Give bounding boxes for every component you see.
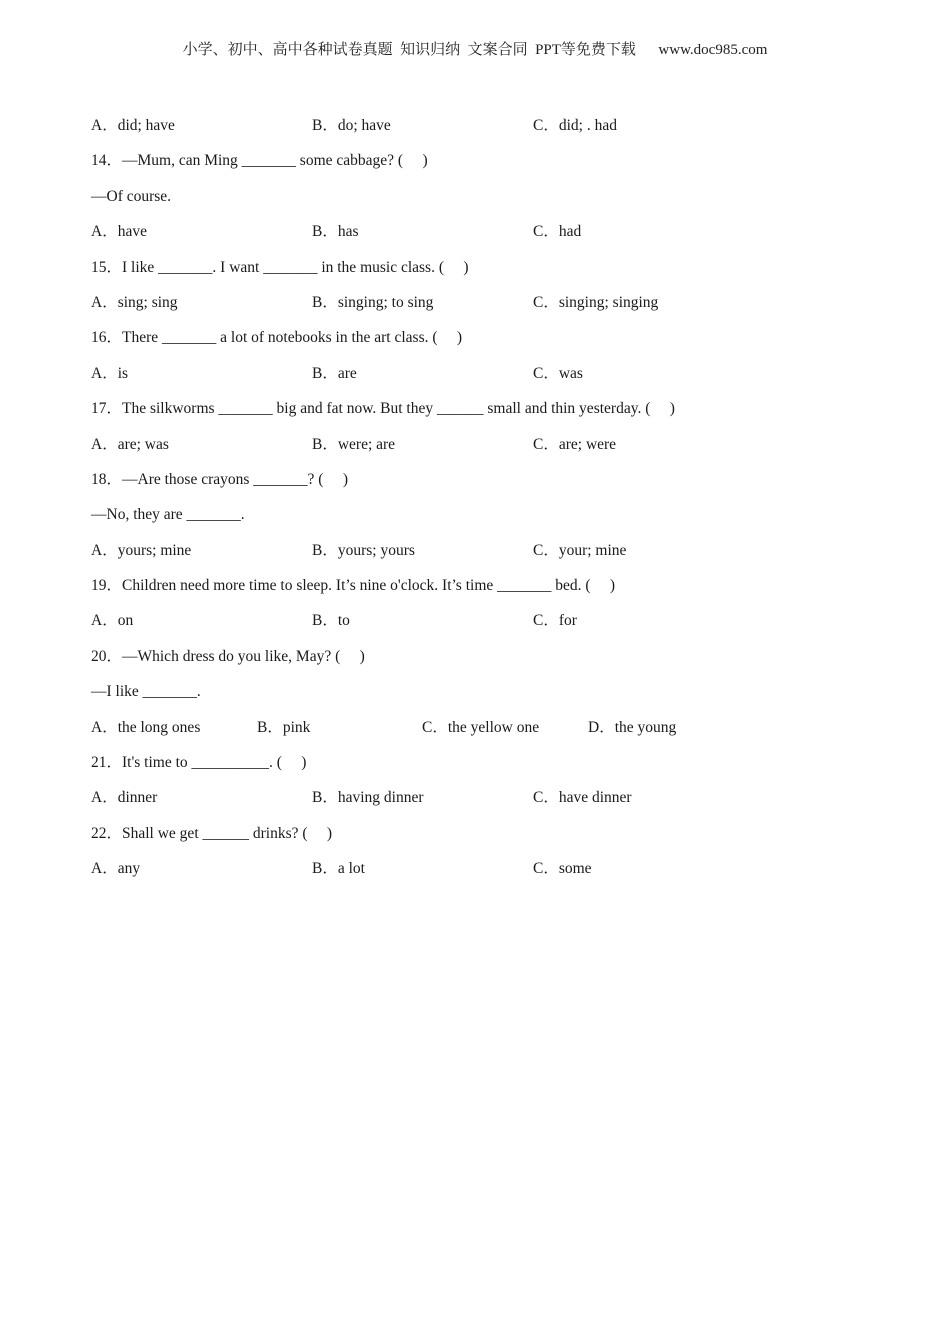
- answer-option-b: B．were; are: [312, 435, 396, 453]
- answer-option-c: C．had: [533, 223, 582, 241]
- question-text: —No, they are _______.: [91, 506, 245, 524]
- answer-option-c: C．some: [533, 860, 592, 878]
- answer-options: [91, 427, 871, 462]
- question-text: 19．Children need more time to sleep. It’s nine o'clock. It’s time _______ bed. ( ): [91, 577, 616, 595]
- answer-option-b: B．has: [312, 223, 359, 241]
- answer-options: [91, 108, 871, 143]
- answer-option-a: A．are; was: [91, 435, 169, 453]
- answer-option-b: B．to: [312, 612, 350, 630]
- question-text: 22．Shall we get ______ drinks? ( ): [91, 824, 333, 842]
- question-text: —Of course.: [91, 187, 172, 205]
- answer-option-b: B．singing; to sing: [312, 293, 434, 311]
- answer-option-a: A．did; have: [91, 117, 175, 134]
- answer-options: [91, 214, 871, 249]
- answer-option-b: B．a lot: [312, 860, 365, 878]
- question-text: 17．The silkworms _______ big and fat now. But they ______ small and thin yesterday. ( ): [91, 400, 675, 418]
- question-text: 15．I like _______. I want _______ in the music class. ( ): [91, 258, 469, 276]
- answer-option-b: B．pink: [257, 718, 311, 736]
- answer-option-b: B．yours; yours: [312, 541, 415, 559]
- answer-option-c: C．for: [533, 612, 577, 630]
- answer-option-a: A．have: [91, 223, 147, 241]
- answer-options: [91, 533, 871, 568]
- answer-option-d: D．the young: [588, 718, 677, 736]
- question-text: 21．It's time to __________. ( ): [91, 754, 307, 772]
- question-text: 18．—Are those crayons _______? ( ): [91, 470, 348, 488]
- answer-option-c: C．are; were: [533, 435, 617, 453]
- answer-options: [91, 285, 871, 320]
- answer-option-c: C．the yellow one: [422, 718, 540, 736]
- page-header: 小学、初中、高中各种试卷真题 知识归纳 文案合同 PPT等免费下载 www.doc985.com: [182, 42, 768, 58]
- answer-option-c: C．singing; singing: [533, 293, 659, 311]
- answer-option-a: A．is: [91, 364, 129, 382]
- answer-option-c: C．have dinner: [533, 789, 632, 807]
- answer-option-a: A．the long ones: [91, 718, 201, 736]
- answer-option-b: B．do; have: [312, 117, 391, 134]
- answer-option-a: A．any: [91, 860, 141, 878]
- answer-options: [91, 851, 871, 886]
- answer-option-a: A．yours; mine: [91, 541, 192, 559]
- answer-option-c: C．your; mine: [533, 541, 627, 559]
- answer-options: [91, 780, 871, 815]
- answer-option-c: C．did; . had: [533, 117, 617, 134]
- answer-option-b: B．are: [312, 364, 357, 382]
- question-list: [91, 108, 871, 887]
- answer-options: [91, 603, 871, 638]
- question-text: —I like _______.: [91, 683, 201, 701]
- answer-option-c: C．was: [533, 364, 583, 382]
- answer-option-a: A．on: [91, 612, 134, 630]
- question-text: 20．—Which dress do you like, May? ( ): [91, 647, 365, 665]
- answer-options: [91, 710, 871, 745]
- question-text: 16．There _______ a lot of notebooks in the art class. ( ): [91, 329, 463, 347]
- answer-options: [91, 356, 871, 391]
- answer-option-b: B．having dinner: [312, 789, 424, 807]
- answer-option-a: A．dinner: [91, 789, 158, 807]
- question-text: 14．—Mum, can Ming _______ some cabbage? ( ): [91, 152, 428, 170]
- answer-option-a: A．sing; sing: [91, 293, 178, 311]
